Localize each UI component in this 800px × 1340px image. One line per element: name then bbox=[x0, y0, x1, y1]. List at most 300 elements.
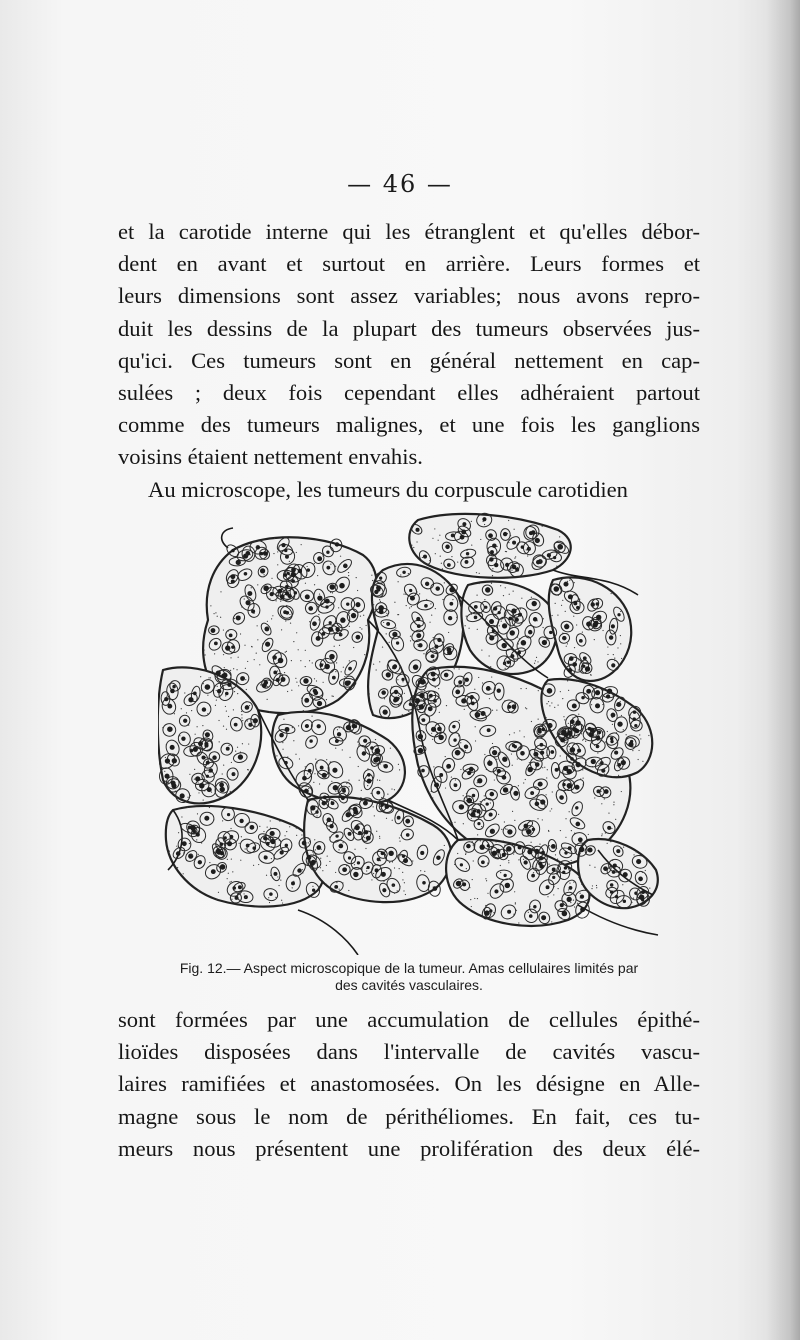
stipple-dot bbox=[579, 893, 580, 894]
stipple-dot bbox=[354, 857, 355, 858]
stipple-dot bbox=[250, 718, 251, 719]
stipple-dot bbox=[622, 884, 623, 885]
stipple-dot bbox=[558, 549, 559, 550]
stipple-dot bbox=[379, 711, 380, 712]
stipple-dot bbox=[241, 714, 242, 715]
stipple-dot bbox=[220, 617, 221, 618]
cell-nucleus bbox=[562, 871, 565, 874]
stipple-dot bbox=[442, 568, 443, 569]
cell-nucleus bbox=[211, 628, 216, 633]
cell-nucleus bbox=[176, 851, 181, 856]
stipple-dot bbox=[249, 822, 250, 823]
stipple-dot bbox=[282, 742, 283, 743]
cell-nucleus bbox=[535, 802, 540, 807]
stipple-dot bbox=[416, 541, 417, 542]
cell-nucleus bbox=[617, 763, 621, 767]
stipple-dot bbox=[582, 777, 583, 778]
stipple-dot bbox=[213, 819, 214, 820]
stipple-dot bbox=[560, 917, 561, 918]
stipple-dot bbox=[616, 732, 617, 733]
stipple-dot bbox=[621, 658, 622, 659]
stipple-dot bbox=[459, 720, 460, 721]
stipple-dot bbox=[578, 659, 579, 660]
stipple-dot bbox=[597, 740, 598, 741]
stipple-dot bbox=[490, 689, 491, 690]
cell-nucleus bbox=[294, 591, 297, 594]
stipple-dot bbox=[594, 797, 595, 798]
stipple-dot bbox=[649, 887, 650, 888]
cell-nucleus bbox=[182, 841, 187, 846]
stipple-dot bbox=[329, 837, 330, 838]
stipple-dot bbox=[318, 619, 319, 620]
stipple-dot bbox=[287, 684, 288, 685]
stipple-dot bbox=[343, 728, 344, 729]
stipple-dot bbox=[454, 864, 455, 865]
stipple-dot bbox=[591, 723, 592, 724]
stipple-dot bbox=[565, 611, 566, 612]
stipple-dot bbox=[198, 792, 199, 793]
stipple-dot bbox=[323, 682, 324, 683]
stipple-dot bbox=[357, 741, 358, 742]
stipple-dot bbox=[295, 754, 296, 755]
stipple-dot bbox=[315, 849, 316, 850]
stipple-dot bbox=[326, 759, 327, 760]
stipple-dot bbox=[398, 705, 399, 706]
text-line: qu'ici. Ces tumeurs sont en général nettement en cap- bbox=[118, 347, 700, 373]
cell-nucleus bbox=[437, 727, 442, 732]
cell-nucleus bbox=[562, 911, 568, 917]
cell-nucleus bbox=[514, 745, 517, 748]
stipple-dot bbox=[187, 807, 188, 808]
stipple-dot bbox=[177, 867, 178, 868]
stipple-dot bbox=[331, 695, 332, 696]
stipple-dot bbox=[376, 754, 377, 755]
cell-nucleus bbox=[202, 707, 206, 711]
stipple-dot bbox=[408, 711, 409, 712]
stipple-dot bbox=[491, 852, 492, 853]
stipple-dot bbox=[296, 828, 297, 829]
stipple-dot bbox=[349, 786, 350, 787]
stipple-dot bbox=[390, 748, 391, 749]
cell-nucleus bbox=[382, 888, 386, 892]
cell-nucleus bbox=[467, 798, 472, 803]
stipple-dot bbox=[216, 899, 217, 900]
stipple-dot bbox=[339, 727, 340, 728]
stipple-dot bbox=[510, 535, 511, 536]
stipple-dot bbox=[491, 583, 492, 584]
stipple-dot bbox=[475, 740, 476, 741]
cell-nucleus bbox=[276, 678, 280, 682]
cell-nucleus bbox=[577, 749, 581, 753]
stipple-dot bbox=[230, 898, 231, 899]
stipple-dot bbox=[247, 720, 248, 721]
stipple-dot bbox=[574, 833, 575, 834]
stipple-dot bbox=[330, 574, 331, 575]
cell-nucleus bbox=[540, 750, 544, 754]
text-line: Au microscope, les tumeurs du corpuscule carotidien bbox=[148, 476, 628, 502]
stipple-dot bbox=[330, 564, 331, 565]
stipple-dot bbox=[546, 639, 547, 640]
cell-nucleus bbox=[570, 719, 575, 724]
cell-nucleus bbox=[416, 528, 420, 532]
stipple-dot bbox=[399, 868, 400, 869]
cell-nucleus bbox=[595, 703, 600, 708]
cell-nucleus bbox=[458, 680, 462, 684]
stipple-dot bbox=[413, 547, 414, 548]
stipple-dot bbox=[578, 669, 579, 670]
stipple-dot bbox=[267, 596, 268, 597]
cell-nucleus bbox=[540, 743, 544, 747]
stipple-dot bbox=[267, 826, 268, 827]
stipple-dot bbox=[234, 618, 235, 619]
stipple-dot bbox=[626, 734, 627, 735]
stipple-dot bbox=[431, 733, 432, 734]
cell-nucleus bbox=[284, 573, 288, 577]
stipple-dot bbox=[432, 739, 433, 740]
cell-nucleus bbox=[188, 825, 192, 829]
stipple-dot bbox=[316, 680, 317, 681]
cell-nucleus bbox=[340, 617, 345, 622]
cell-nucleus bbox=[260, 552, 264, 556]
stipple-dot bbox=[348, 575, 349, 576]
stipple-dot bbox=[571, 860, 572, 861]
cell-nucleus bbox=[269, 892, 273, 896]
stipple-dot bbox=[406, 605, 407, 606]
stipple-dot bbox=[555, 854, 556, 855]
stipple-dot bbox=[591, 888, 592, 889]
stipple-dot bbox=[380, 601, 381, 602]
cell-nucleus bbox=[557, 544, 563, 550]
stipple-dot bbox=[536, 860, 537, 861]
stipple-dot bbox=[246, 689, 247, 690]
stipple-dot bbox=[311, 716, 312, 717]
stipple-dot bbox=[339, 764, 340, 765]
stipple-dot bbox=[569, 746, 570, 747]
cell-nucleus bbox=[610, 890, 613, 893]
stipple-dot bbox=[496, 546, 497, 547]
cell-nucleus bbox=[575, 785, 580, 790]
stipple-dot bbox=[578, 714, 579, 715]
stipple-dot bbox=[561, 898, 562, 899]
stipple-dot bbox=[545, 717, 546, 718]
stipple-dot bbox=[550, 810, 551, 811]
stipple-dot bbox=[620, 701, 621, 702]
cell-nucleus bbox=[251, 609, 255, 613]
stipple-dot bbox=[557, 614, 558, 615]
stipple-dot bbox=[583, 754, 584, 755]
cell-nucleus bbox=[406, 833, 410, 837]
cell-nucleus bbox=[410, 596, 415, 601]
stipple-dot bbox=[192, 855, 193, 856]
stipple-dot bbox=[505, 668, 506, 669]
stipple-dot bbox=[372, 800, 373, 801]
cell-nucleus bbox=[523, 860, 527, 864]
cell-nucleus bbox=[335, 739, 339, 743]
cell-nucleus bbox=[484, 606, 487, 609]
cell-nucleus bbox=[487, 844, 490, 847]
cell-nucleus bbox=[611, 663, 615, 667]
stipple-dot bbox=[435, 608, 436, 609]
cell-nucleus bbox=[538, 730, 542, 734]
stipple-dot bbox=[481, 649, 482, 650]
cell-nucleus bbox=[482, 517, 486, 521]
stipple-dot bbox=[394, 633, 395, 634]
stipple-dot bbox=[485, 905, 486, 906]
stipple-dot bbox=[314, 584, 315, 585]
cell-nucleus bbox=[546, 885, 550, 889]
cell-nucleus bbox=[238, 885, 242, 889]
stipple-dot bbox=[545, 658, 546, 659]
stipple-dot bbox=[183, 873, 184, 874]
stipple-dot bbox=[642, 761, 643, 762]
stipple-dot bbox=[387, 615, 388, 616]
cell-nucleus bbox=[355, 825, 360, 830]
cell-nucleus bbox=[570, 757, 573, 760]
stipple-dot bbox=[256, 546, 257, 547]
stipple-dot bbox=[375, 739, 376, 740]
cell-nucleus bbox=[639, 894, 645, 900]
stipple-dot bbox=[605, 832, 606, 833]
stipple-dot bbox=[353, 647, 354, 648]
stipple-dot bbox=[314, 563, 315, 564]
stipple-dot bbox=[545, 794, 546, 795]
cell-nucleus bbox=[351, 613, 356, 618]
stipple-dot bbox=[247, 661, 248, 662]
stipple-dot bbox=[463, 795, 464, 796]
cell-nucleus bbox=[312, 889, 315, 892]
stipple-dot bbox=[456, 617, 457, 618]
stipple-dot bbox=[482, 682, 483, 683]
stipple-dot bbox=[215, 705, 216, 706]
stipple-dot bbox=[480, 539, 481, 540]
stipple-dot bbox=[490, 666, 491, 667]
stipple-dot bbox=[515, 556, 516, 557]
stipple-dot bbox=[520, 608, 521, 609]
stipple-dot bbox=[633, 898, 634, 899]
stipple-dot bbox=[515, 902, 516, 903]
stipple-dot bbox=[565, 908, 566, 909]
stipple-dot bbox=[307, 773, 308, 774]
cell-nucleus bbox=[513, 791, 518, 796]
text-line: magne sous le nom de périthéliomes. En fait, ces tu- bbox=[118, 1103, 700, 1129]
stipple-dot bbox=[197, 813, 198, 814]
cell-nucleus bbox=[401, 678, 404, 681]
stipple-dot bbox=[487, 893, 488, 894]
stipple-dot bbox=[181, 816, 182, 817]
stipple-dot bbox=[613, 804, 614, 805]
stipple-dot bbox=[243, 893, 244, 894]
stipple-dot bbox=[323, 732, 324, 733]
stipple-dot bbox=[514, 529, 515, 530]
cell-nucleus bbox=[453, 738, 456, 741]
stipple-dot bbox=[504, 757, 505, 758]
stipple-dot bbox=[535, 762, 536, 763]
cell-nucleus bbox=[308, 606, 313, 611]
stipple-dot bbox=[223, 726, 224, 727]
cell-nucleus bbox=[591, 759, 596, 764]
stipple-dot bbox=[174, 757, 175, 758]
stipple-dot bbox=[191, 710, 192, 711]
stipple-dot bbox=[214, 653, 215, 654]
cell-nucleus bbox=[239, 819, 243, 823]
cell-nucleus bbox=[245, 705, 250, 710]
stipple-dot bbox=[439, 712, 440, 713]
stipple-dot bbox=[290, 607, 291, 608]
stipple-dot bbox=[651, 737, 652, 738]
stipple-dot bbox=[271, 846, 272, 847]
stipple-dot bbox=[605, 741, 606, 742]
stipple-dot bbox=[573, 882, 574, 883]
cell-nucleus bbox=[376, 791, 380, 795]
stipple-dot bbox=[454, 764, 455, 765]
stipple-dot bbox=[386, 818, 387, 819]
cell-nucleus bbox=[334, 885, 338, 889]
stipple-dot bbox=[386, 613, 387, 614]
cell-nucleus bbox=[436, 855, 440, 859]
stipple-dot bbox=[223, 796, 224, 797]
stipple-dot bbox=[438, 540, 439, 541]
stipple-dot bbox=[493, 912, 494, 913]
stipple-dot bbox=[281, 900, 282, 901]
cell-nucleus bbox=[595, 690, 600, 695]
cell-nucleus bbox=[586, 689, 591, 694]
stipple-dot bbox=[401, 784, 402, 785]
stipple-dot bbox=[333, 696, 334, 697]
cell-nucleus bbox=[346, 725, 351, 730]
stipple-dot bbox=[342, 749, 343, 750]
stipple-dot bbox=[329, 861, 330, 862]
stipple-dot bbox=[621, 776, 622, 777]
cell-nucleus bbox=[572, 703, 577, 708]
stipple-dot bbox=[538, 690, 539, 691]
stipple-dot bbox=[336, 882, 337, 883]
cell-nucleus bbox=[455, 750, 461, 756]
cell-nucleus bbox=[167, 704, 172, 709]
stipple-dot bbox=[511, 843, 512, 844]
cell-nucleus bbox=[216, 671, 221, 676]
cell-nucleus bbox=[511, 704, 516, 709]
stipple-dot bbox=[535, 660, 536, 661]
stipple-dot bbox=[214, 685, 215, 686]
stipple-dot bbox=[245, 679, 246, 680]
stipple-dot bbox=[369, 693, 370, 694]
stipple-dot bbox=[394, 629, 395, 630]
stipple-dot bbox=[466, 800, 467, 801]
stipple-dot bbox=[584, 697, 585, 698]
stipple-dot bbox=[279, 840, 280, 841]
stipple-dot bbox=[376, 669, 377, 670]
stipple-dot bbox=[309, 621, 310, 622]
stipple-dot bbox=[589, 865, 590, 866]
stipple-dot bbox=[228, 630, 229, 631]
cell-nucleus bbox=[594, 621, 599, 626]
stipple-dot bbox=[229, 881, 230, 882]
cell-nucleus bbox=[460, 863, 463, 866]
stipple-dot bbox=[620, 848, 621, 849]
stipple-dot bbox=[608, 812, 609, 813]
cell-nucleus bbox=[489, 909, 492, 912]
cell-nucleus bbox=[505, 563, 509, 567]
cell-nucleus bbox=[339, 583, 345, 589]
cell-nucleus bbox=[611, 624, 615, 628]
stipple-dot bbox=[636, 881, 637, 882]
stipple-dot bbox=[589, 657, 590, 658]
stipple-dot bbox=[445, 756, 446, 757]
stipple-dot bbox=[335, 824, 336, 825]
stipple-dot bbox=[233, 668, 234, 669]
stipple-dot bbox=[574, 647, 575, 648]
stipple-dot bbox=[430, 794, 431, 795]
cell-nucleus bbox=[576, 822, 581, 827]
stipple-dot bbox=[361, 638, 362, 639]
stipple-dot bbox=[253, 722, 254, 723]
stipple-dot bbox=[289, 561, 290, 562]
stipple-dot bbox=[557, 704, 558, 705]
cell-nucleus bbox=[256, 545, 260, 549]
stipple-dot bbox=[570, 751, 571, 752]
cell-nucleus bbox=[612, 870, 616, 874]
stipple-dot bbox=[204, 790, 205, 791]
cell-nucleus bbox=[381, 851, 385, 855]
stipple-dot bbox=[577, 903, 578, 904]
stipple-dot bbox=[327, 855, 328, 856]
stipple-dot bbox=[466, 616, 467, 617]
stipple-dot bbox=[574, 582, 575, 583]
stipple-dot bbox=[536, 657, 537, 658]
cell-nucleus bbox=[326, 566, 330, 570]
cell-nucleus bbox=[479, 844, 484, 849]
cell-nucleus bbox=[413, 664, 418, 669]
stipple-dot bbox=[234, 691, 235, 692]
stipple-dot bbox=[373, 570, 374, 571]
stipple-dot bbox=[460, 602, 461, 603]
cell-nucleus bbox=[549, 631, 552, 634]
stipple-dot bbox=[367, 785, 368, 786]
stipple-dot bbox=[593, 627, 594, 628]
cell-nucleus bbox=[291, 572, 296, 577]
stipple-dot bbox=[477, 834, 478, 835]
stipple-dot bbox=[513, 591, 514, 592]
stipple-dot bbox=[257, 639, 258, 640]
stipple-dot bbox=[313, 853, 314, 854]
stipple-dot bbox=[480, 801, 481, 802]
stipple-dot bbox=[187, 797, 188, 798]
stipple-dot bbox=[594, 745, 595, 746]
cell-nucleus bbox=[379, 577, 382, 580]
stipple-dot bbox=[316, 815, 317, 816]
cell-nucleus bbox=[473, 809, 476, 812]
stipple-dot bbox=[222, 820, 223, 821]
cell-nucleus bbox=[192, 829, 196, 833]
stipple-dot bbox=[191, 854, 192, 855]
stipple-dot bbox=[271, 858, 272, 859]
cell-nucleus bbox=[353, 809, 358, 814]
stipple-dot bbox=[210, 677, 211, 678]
stipple-dot bbox=[210, 605, 211, 606]
cell-nucleus bbox=[502, 643, 507, 648]
stipple-dot bbox=[322, 663, 323, 664]
cell-nucleus bbox=[307, 568, 310, 571]
cell-nucleus bbox=[287, 572, 290, 575]
cell-nucleus bbox=[381, 690, 386, 695]
cell-nucleus bbox=[381, 872, 386, 877]
stipple-dot bbox=[402, 879, 403, 880]
stipple-dot bbox=[514, 852, 515, 853]
stipple-dot bbox=[190, 749, 191, 750]
stipple-dot bbox=[271, 578, 272, 579]
stipple-dot bbox=[330, 592, 331, 593]
stipple-dot bbox=[189, 843, 190, 844]
